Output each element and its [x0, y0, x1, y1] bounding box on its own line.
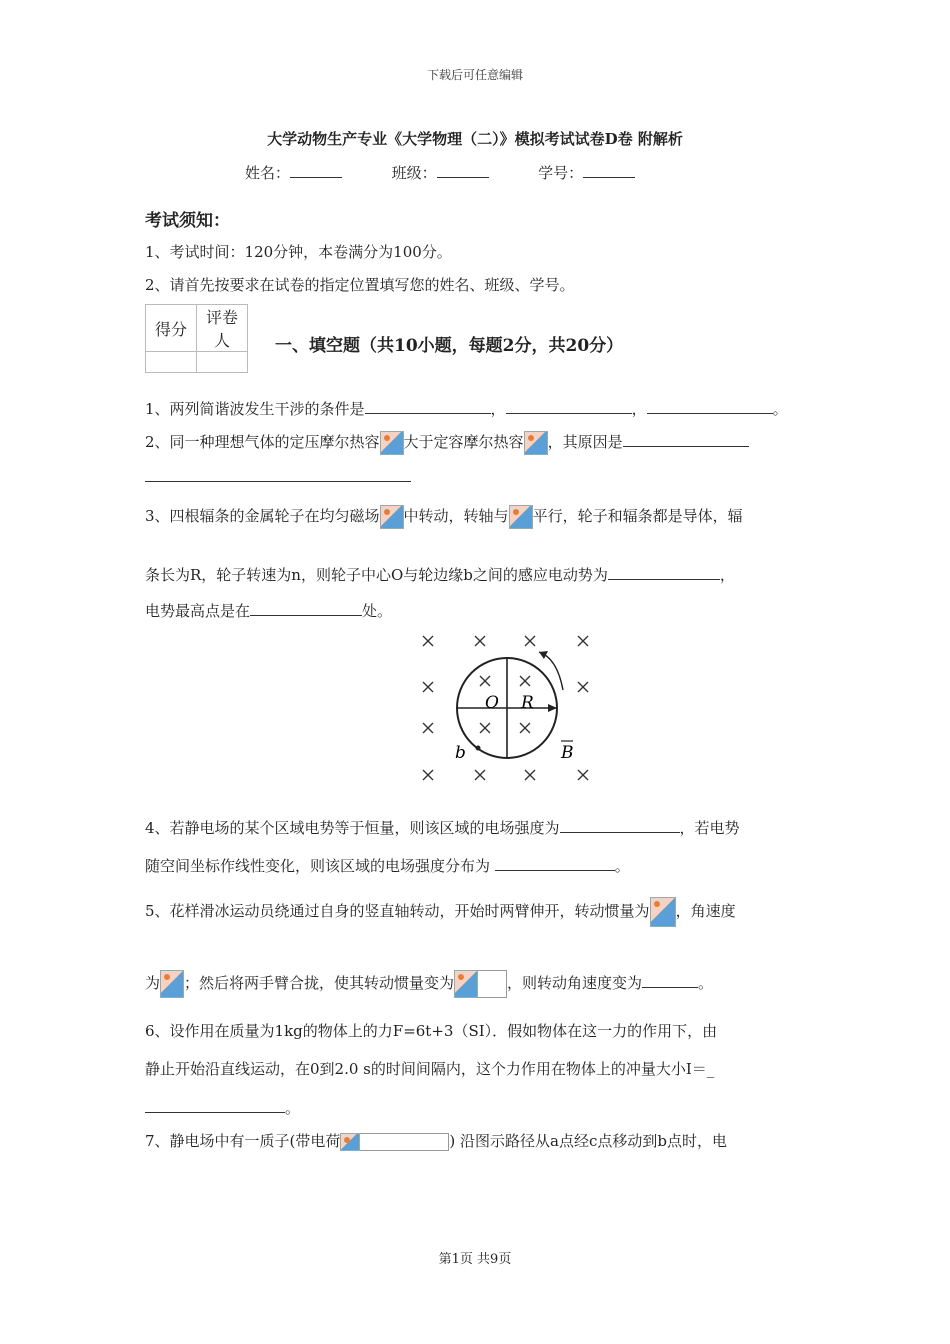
field-x-marker	[578, 770, 588, 780]
question-4	[145, 817, 740, 838]
question-6-line-2	[145, 1058, 714, 1079]
q3-text-b: 中转动，转轴与	[403, 507, 509, 525]
field-x-marker	[475, 770, 485, 780]
formula-image-frame	[360, 1133, 449, 1151]
name-label: 姓名：	[245, 164, 291, 182]
field-x-marker	[520, 676, 530, 686]
field-x-marker	[423, 723, 433, 733]
question-2	[145, 431, 749, 455]
q2-text-b: 大于定容摩尔热容	[403, 433, 524, 451]
score-cell[interactable]	[146, 352, 197, 373]
q4-blank-1[interactable]	[560, 818, 680, 833]
q5-text-c: ；然后将两手臂合拢，使其转动惯量变为	[184, 974, 455, 992]
page-number: 第1页 共9页	[438, 1252, 512, 1267]
page-title: 大学动物生产专业《大学物理（二）》模拟考试试卷D卷 附解析	[267, 130, 683, 148]
field-x-marker	[423, 770, 433, 780]
q3-blank-1[interactable]	[608, 565, 720, 580]
q4-text-b: 随空间坐标作线性变化，则该区域的电场强度分布为	[145, 857, 491, 875]
q3-text-e-end: 处。	[362, 602, 393, 620]
q1-blank-1[interactable]	[365, 399, 491, 414]
field-x-marker	[525, 636, 535, 646]
label-r: R	[521, 693, 534, 713]
notice-item-2: 2、请首先按要求在试卷的指定位置填写您的姓名、班级、学号。	[145, 276, 575, 294]
question-4-line-2	[145, 855, 630, 876]
grader-cell[interactable]	[197, 352, 248, 373]
label-o: O	[485, 693, 499, 713]
field-x-marker	[480, 723, 490, 733]
question-3-line-2	[145, 564, 735, 585]
q3-text-e: 电势最高点是在	[145, 602, 251, 620]
label-b: b	[455, 743, 466, 763]
q5-text-d-end: 。	[698, 974, 714, 992]
grader-header: 评卷人	[197, 305, 248, 352]
field-x-marker	[578, 682, 588, 692]
q2-blank-2[interactable]	[145, 481, 411, 482]
id-label: 学号：	[538, 164, 584, 182]
q3-text-d: 条长为R，轮子转速为n，则轮子中心O与轮边缘b之间的感应电动势为	[145, 566, 608, 584]
field-x-marker	[423, 682, 433, 692]
q7-text-b: ) 沿图示路径从a点经c点移动到b点时，电	[449, 1132, 727, 1150]
notice-heading: 考试须知：	[145, 211, 230, 231]
header-note: 下载后可任意编辑	[426, 68, 523, 82]
formula-image-icon	[160, 970, 184, 998]
name-field[interactable]	[290, 163, 342, 178]
q4-text-b-end: 。	[614, 857, 630, 875]
formula-image-icon	[340, 1133, 360, 1151]
score-header: 得分	[146, 305, 197, 352]
q4-text-a-end: ，若电势	[679, 819, 740, 837]
point-b-dot	[476, 746, 481, 751]
question-1	[145, 398, 788, 419]
q3-text-d-end: ，	[719, 566, 735, 584]
formula-image-icon	[509, 505, 533, 529]
q1-sep-2: ，	[631, 400, 647, 418]
question-6-line-3	[145, 1097, 300, 1118]
field-x-marker	[520, 723, 530, 733]
q6-text-a: 6、设作用在质量为1kg的物体上的力F=6t+3（SI）．假如物体在这一力的作用下，由	[145, 1022, 718, 1040]
class-label: 班级：	[391, 164, 437, 182]
field-x-marker	[480, 676, 490, 686]
class-field[interactable]	[437, 163, 489, 178]
wheel-figure	[415, 628, 605, 788]
q5-text-a-end: ，角速度	[675, 902, 736, 920]
q6-text-b: 静止开始沿直线运动，在0到2.0 s的时间间隔内，这个力作用在物体上的冲量大小I＝_	[145, 1060, 715, 1078]
question-3-line-3	[145, 600, 392, 621]
q1-blank-3[interactable]	[647, 399, 773, 414]
formula-image-icon	[650, 897, 676, 927]
section-heading: 一、填空题（共10小题，每题2分，共20分）	[275, 336, 624, 356]
q3-blank-2[interactable]	[250, 601, 362, 616]
label-b-field: B	[561, 743, 574, 763]
formula-image-icon	[380, 431, 404, 455]
radius-arrowhead	[548, 704, 557, 712]
q5-text-b: 为	[145, 974, 161, 992]
q2-text-c: ，其原因是	[547, 433, 623, 451]
formula-image-icon	[524, 431, 548, 455]
q6-text-end: 。	[285, 1099, 301, 1117]
field-x-marker	[525, 770, 535, 780]
q5-text-a: 5、花样滑冰运动员绕通过自身的竖直轴转动，开始时两臂伸开，转动惯量为	[145, 902, 650, 920]
q2-blank-1[interactable]	[623, 432, 749, 447]
question-6	[145, 1020, 717, 1041]
question-7	[145, 1130, 727, 1151]
field-x-marker	[475, 636, 485, 646]
q5-blank[interactable]	[642, 973, 698, 988]
field-x-marker	[578, 636, 588, 646]
score-table	[145, 304, 248, 373]
question-5	[145, 897, 736, 927]
formula-image-frame	[478, 970, 507, 998]
student-info	[245, 162, 635, 183]
formula-image-icon	[454, 970, 478, 998]
field-x-marker	[423, 636, 433, 646]
rotation-arrowhead	[539, 651, 548, 659]
q4-blank-2[interactable]	[495, 856, 615, 871]
id-field[interactable]	[583, 163, 635, 178]
q1-text: 1、两列简谐波发生干涉的条件是	[145, 400, 365, 418]
q1-end: 。	[772, 400, 788, 418]
notice-item-1: 1、考试时间：120分钟，本卷满分为100分。	[145, 243, 452, 261]
q4-text-a: 4、若静电场的某个区域电势等于恒量，则该区域的电场强度为	[145, 819, 560, 837]
q3-text-a: 3、四根辐条的金属轮子在均匀磁场	[145, 507, 380, 525]
q1-blank-2[interactable]	[506, 399, 632, 414]
q5-text-d: ，则转动角速度变为	[507, 974, 643, 992]
question-3	[145, 505, 743, 529]
q2-text-a: 2、同一种理想气体的定压摩尔热容	[145, 433, 380, 451]
q7-text-a: 7、静电场中有一质子(带电荷	[145, 1132, 341, 1150]
q6-blank[interactable]	[145, 1098, 285, 1113]
q1-sep-1: ，	[490, 400, 506, 418]
question-5-line-2	[145, 970, 713, 998]
q3-text-c: 平行，轮子和辐条都是导体，辐	[532, 507, 743, 525]
formula-image-icon	[380, 505, 404, 529]
